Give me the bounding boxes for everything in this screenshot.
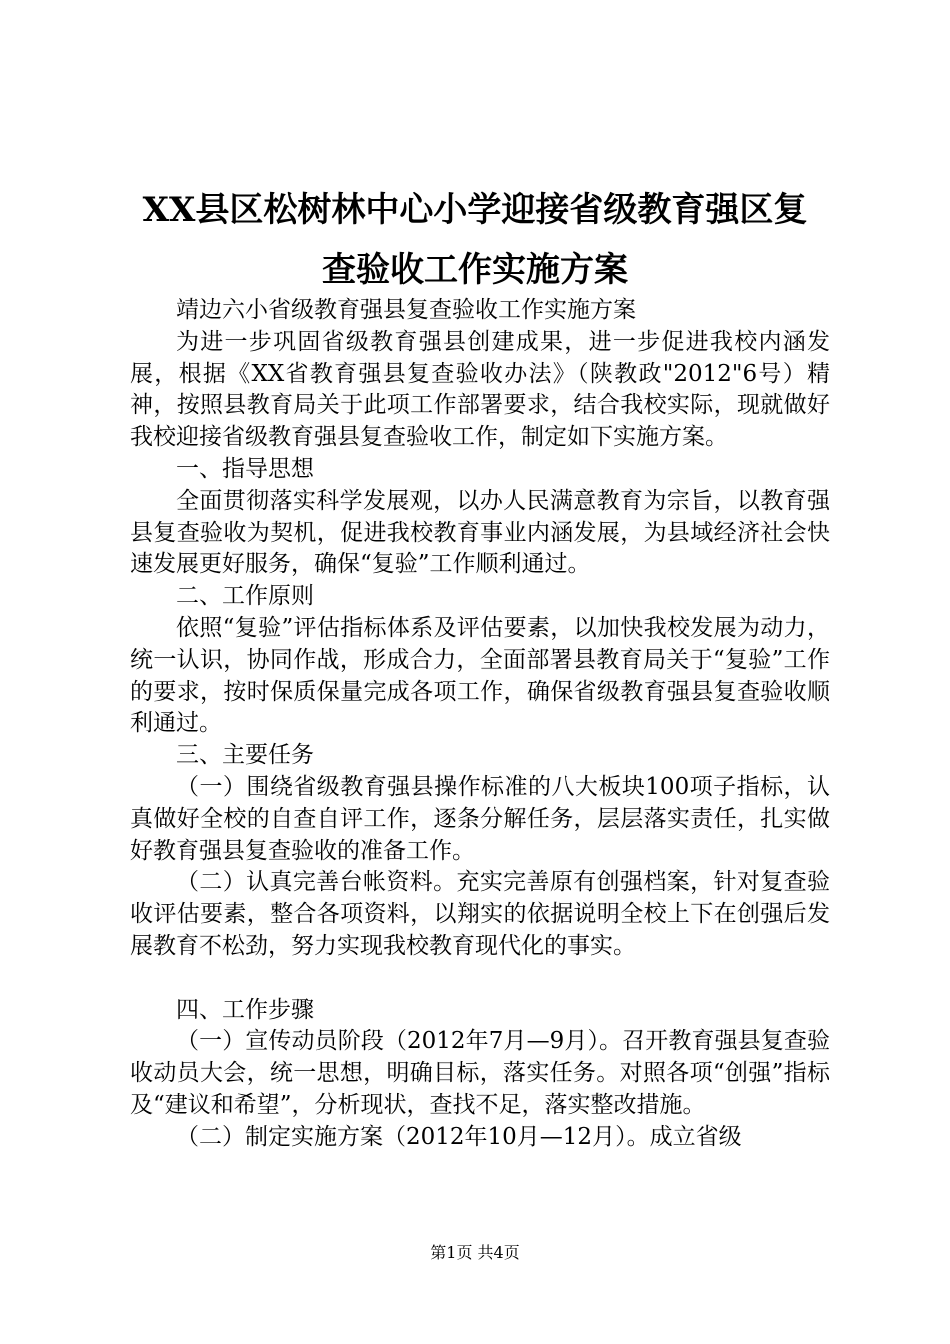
document-title-line-2: 查验收工作实施方案	[322, 250, 628, 290]
section-heading-guiding-ideology: 一、指导思想	[176, 455, 314, 482]
work-step-1-paragraph: （一）宣传动员阶段（2012年7月—9月）。召开教育强县复查验收动员大会，统一思想，明确目标，落实任务。对照各项“创强”指标及“建议和希望”，分析现状，查找不足，落实整改措施。	[130, 1028, 830, 1118]
main-task-2-paragraph: （二）认真完善台帐资料。充实完善原有创强档案，针对复查验收评估要素，整合各项资料，以翔实的依据说明全校上下在创强后发展教育不松劲，努力实现我校教育现代化的事实。	[130, 869, 830, 959]
section-heading-work-steps: 四、工作步骤	[176, 996, 314, 1023]
work-principles-paragraph: 依照“复验”评估指标体系及评估要素，以加快我校发展为动力，统一认识，协同作战，形成合力，全面部署县教育局关于“复验”工作的要求，按时保质保量完成各项工作，确保省级教育强县复查验收顺利通过。	[130, 614, 830, 737]
document-body	[130, 295, 830, 1154]
intro-paragraph: 为进一步巩固省级教育强县创建成果，进一步促进我校内涵发展，根据《XX省教育强县复查验收办法》（陕教政"2012"6号）精神，按照县教育局关于此项工作部署要求，结合我校实际，现就做好我校迎接省级教育强县复查验收工作，制定如下实施方案。	[130, 328, 830, 451]
section-heading-work-principles: 二、工作原则	[176, 583, 314, 610]
page-footer: 第1页 共4页	[430, 1243, 520, 1262]
section-heading-main-tasks: 三、主要任务	[176, 742, 314, 769]
paragraph-gap	[130, 963, 830, 995]
main-task-1-paragraph: （一）围绕省级教育强县操作标准的八大板块100项子指标，认真做好全校的自查自评工作，逐条分解任务，层层落实责任，扎实做好教育强县复查验收的准备工作。	[130, 773, 830, 864]
guiding-ideology-paragraph: 全面贯彻落实科学发展观，以办人民满意教育为宗旨，以教育强县复查验收为契机，促进我校教育事业内涵发展，为县域经济社会快速发展更好服务，确保“复验”工作顺利通过。	[130, 487, 830, 578]
document-title-line-1: XX县区松树林中心小学迎接省级教育强区复	[142, 190, 808, 230]
subtitle-paragraph: 靖边六小省级教育强县复查验收工作实施方案	[176, 297, 636, 323]
work-step-2-paragraph: （二）制定实施方案（2012年10月—12月）。成立省级	[176, 1123, 742, 1150]
